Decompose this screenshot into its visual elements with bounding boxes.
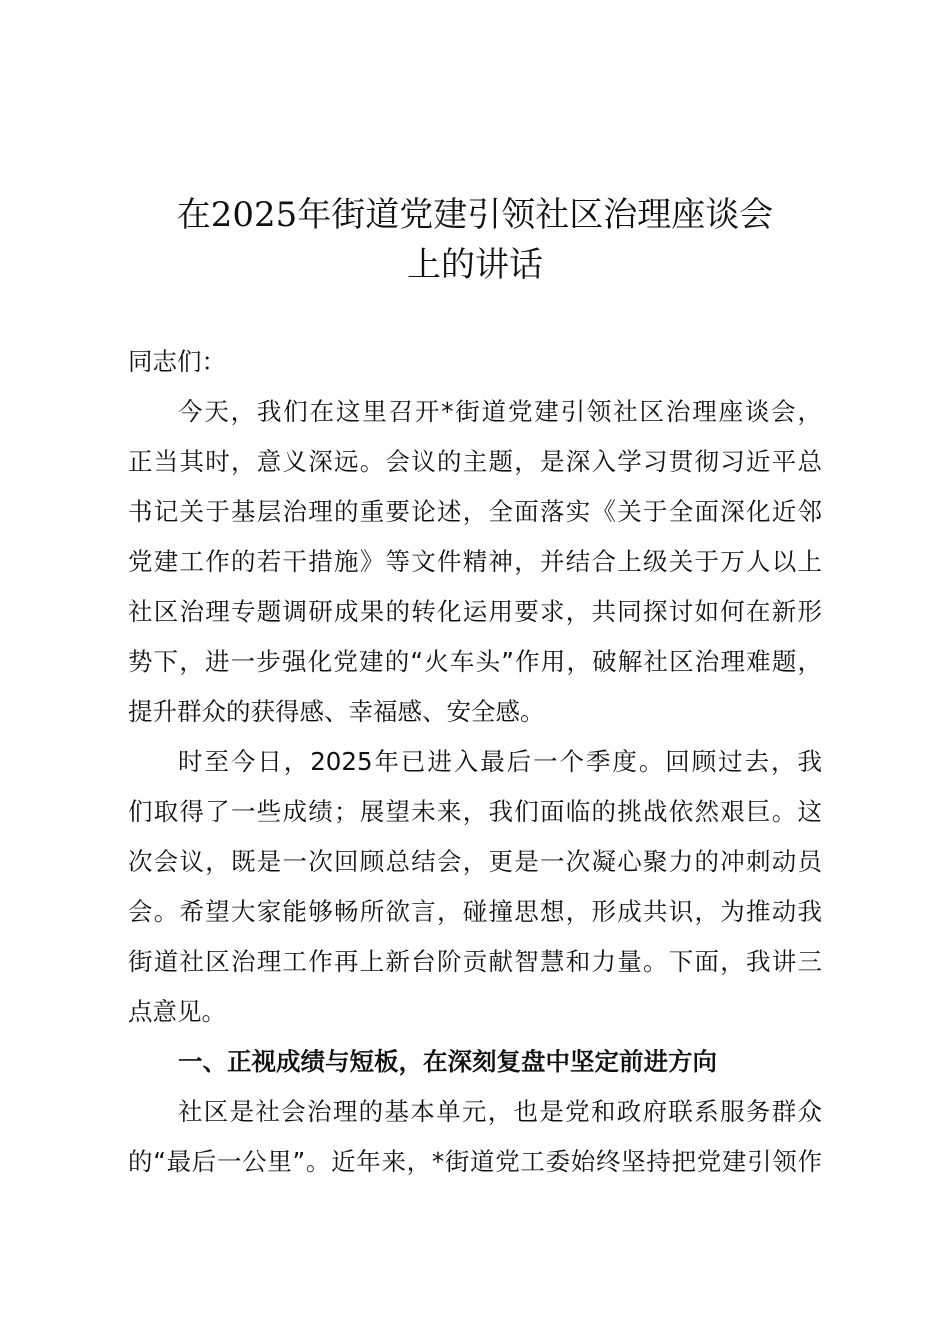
title-line: 上的讲话 [407, 245, 543, 285]
text-line: 次会议，既是一次回顾总结会，更是一次凝心聚力的冲刺动员 [128, 847, 822, 876]
text-line: 的“最后一公里”。近年来，*街道党工委始终坚持把党建引领作 [128, 1147, 822, 1176]
salutation: 同志们： [128, 347, 226, 376]
text-line: 书记关于基层治理的重要论述，全面落实《关于全面深化近邻 [128, 497, 822, 526]
text-line: 社区治理专题调研成果的转化运用要求，共同探讨如何在新形 [128, 597, 822, 626]
text-line: 党建工作的若干措施》等文件精神，并结合上级关于万人以上 [128, 547, 822, 576]
text-line: 今天，我们在这里召开*街道党建引领社区治理座谈会， [178, 397, 822, 426]
paragraph [128, 737, 822, 1037]
document-body [128, 337, 822, 1187]
text-line: 会。希望大家能够畅所欲言，碰撞思想，形成共识，为推动我 [128, 897, 822, 926]
title-line: 在2025年街道党建引领社区治理座谈会 [176, 195, 774, 235]
text-line: 正当其时，意义深远。会议的主题，是深入学习贯彻习近平总 [128, 447, 822, 476]
section-heading: 一、正视成绩与短板，在深刻复盘中坚定前进方向 [178, 1047, 717, 1076]
paragraph [128, 1087, 822, 1187]
text-line: 提升群众的获得感、幸福感、安全感。 [128, 697, 545, 726]
text-line: 街道社区治理工作再上新台阶贡献智慧和力量。下面，我讲三 [128, 947, 822, 976]
text-line: 点意见。 [128, 997, 226, 1026]
paragraph [128, 387, 822, 737]
text-line: 们取得了一些成绩；展望未来，我们面临的挑战依然艰巨。这 [128, 797, 822, 826]
text-line: 社区是社会治理的基本单元，也是党和政府联系服务群众 [178, 1097, 822, 1126]
text-line: 势下，进一步强化党建的“火车头”作用，破解社区治理难题， [128, 647, 822, 676]
text-line: 时至今日，2025年已进入最后一个季度。回顾过去，我 [178, 747, 822, 776]
